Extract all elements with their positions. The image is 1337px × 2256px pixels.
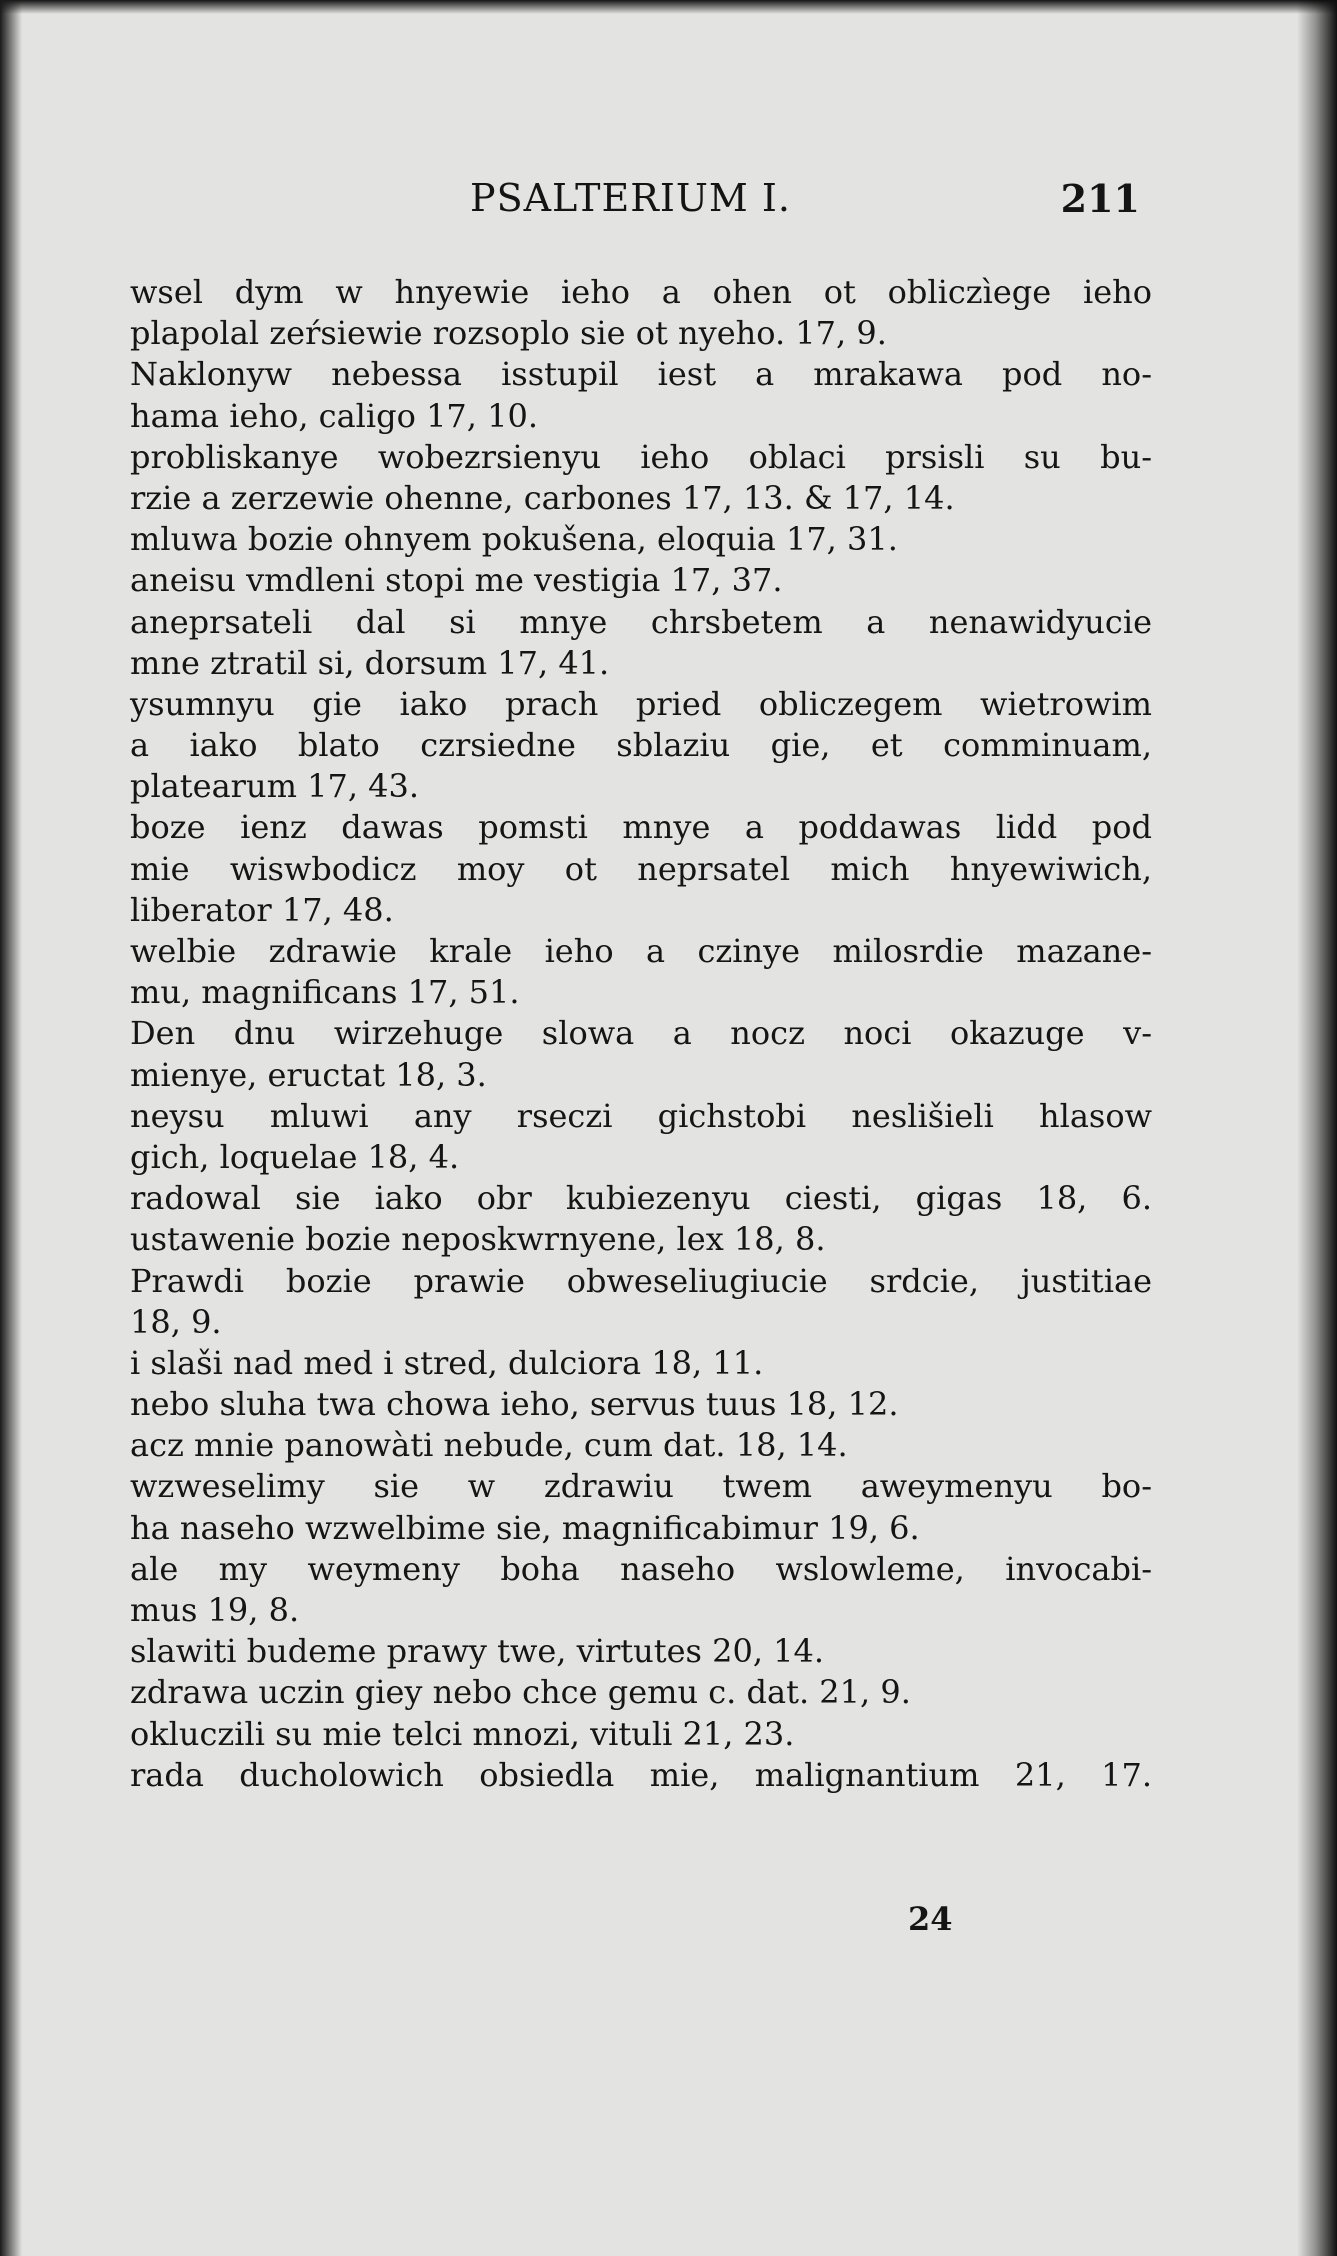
text-line: 18, 9. (130, 1302, 222, 1341)
text-line: gich, loquelae 18, 4. (130, 1137, 460, 1176)
text-line: mu, magnificans 17, 51. (130, 973, 520, 1012)
text-line: wsel dym w hnyewie ieho a ohen ot obliczìege ieho (130, 273, 1152, 311)
scan-top-shadow (0, 0, 1337, 14)
text-line: welbie zdrawie krale ieho a czinye milosrdie mazane- (130, 932, 1152, 970)
text-line: radowal sie iako obr kubiezenyu ciesti, gigas 18, 6. (130, 1179, 1152, 1218)
text-line: ale my weymeny boha naseho wslowleme, invocabi- (130, 1549, 1152, 1588)
text-line: okluczili su mie telci mnozi, vituli 21, 23. (130, 1714, 795, 1753)
text-line: aneisu vmdleni stopi me vestigia 17, 37. (130, 561, 783, 600)
text-line: hama ieho, caligo 17, 10. (130, 396, 539, 435)
text-line: plapolal zeŕsiewie rozsoplo sie ot nyeho. 17, 9. (130, 314, 887, 353)
text-line: ha naseho wzwelbime sie, magnificabimur 19, 6. (130, 1508, 920, 1547)
text-line: mluwa bozie ohnyem pokušena, eloquia 17, 31. (130, 520, 898, 559)
text-line: mie wiswbodicz moy ot neprsatel mich hnyewiwich, (130, 849, 1152, 888)
text-line: platearum 17, 43. (130, 767, 420, 806)
text-line: wzweselimy sie w zdrawiu twem aweymenyu bo- (130, 1467, 1152, 1506)
text-line: acz mnie panowàti nebude, cum dat. 18, 14. (130, 1426, 848, 1465)
text-line: zdrawa uczin giey nebo chce gemu c. dat. 21, 9. (130, 1673, 911, 1712)
text-line: Prawdi bozie prawie obweseliugiucie srdcie, justitiae (130, 1261, 1152, 1300)
glossary-text (130, 272, 1152, 1796)
text-line: slawiti budeme prawy twe, virtutes 20, 14. (130, 1632, 825, 1671)
text-line: nebo sluha twa chowa ieho, servus tuus 18, 12. (130, 1385, 899, 1424)
catchword: 24 (908, 1900, 953, 1938)
text-line: ysumnyu gie iako prach pried obliczegem wietrowim (130, 684, 1152, 723)
text-line: aneprsateli dal si mnye chrsbetem a nenawidyucie (130, 602, 1152, 641)
text-line: rzie a zerzewie ohenne, carbones 17, 13. & 17, 14. (130, 478, 955, 517)
text-line: boze ienz dawas pomsti mnye a poddawas lidd pod (130, 808, 1152, 847)
text-line: i slaši nad med i stred, dulciora 18, 11. (130, 1343, 764, 1382)
text-line: mienye, eructat 18, 3. (130, 1055, 487, 1094)
text-line: rada ducholowich obsiedla mie, malignantium 21, 17. (130, 1755, 1152, 1794)
page-number: 211 (1060, 176, 1140, 221)
text-line: ustawenie bozie neposkwrnyene, lex 18, 8. (130, 1220, 826, 1259)
text-line: liberator 17, 48. (130, 890, 394, 929)
scan-left-edge (0, 0, 22, 2256)
text-line: a iako blato czrsiedne sblaziu gie, et comminuam, (130, 726, 1152, 765)
text-line: Naklonyw nebessa isstupil iest a mrakawa pod no- (130, 355, 1152, 394)
text-line: Den dnu wirzehuge slowa a nocz noci okazuge v- (130, 1014, 1152, 1053)
running-title: PSALTERIUM I. (470, 176, 791, 220)
text-line: mne ztratil si, dorsum 17, 41. (130, 643, 610, 682)
text-line: neysu mluwi any rseczi gichstobi neslišieli hlasow (130, 1096, 1152, 1135)
text-line: mus 19, 8. (130, 1591, 300, 1629)
page-header (130, 176, 1140, 236)
scan-right-shadow (1297, 0, 1337, 2256)
text-line: probliskanye wobezrsienyu ieho oblaci prsisli su bu- (130, 437, 1152, 476)
